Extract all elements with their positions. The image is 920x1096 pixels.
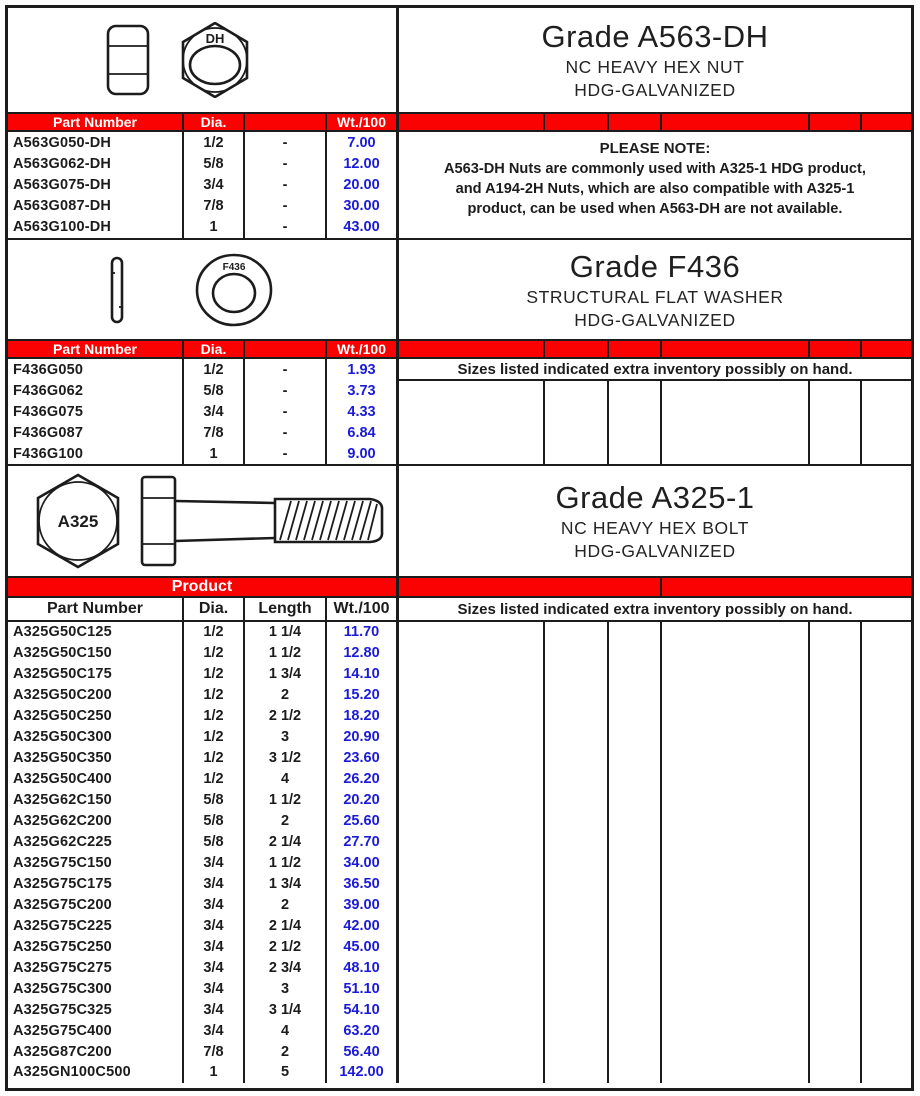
diameter-cell: 7/8 [182, 1041, 243, 1062]
diameter-cell: 3/4 [182, 401, 243, 422]
table-row [8, 832, 396, 853]
col-part-number: Part Number [46, 600, 144, 617]
weight-cell: 39.00 [325, 894, 396, 915]
hex-nut-side-view-icon [106, 24, 150, 96]
diameter-cell: 1/2 [182, 727, 243, 748]
dash-cell: - [243, 422, 325, 443]
band-cell [607, 114, 660, 130]
weight-cell: 48.10 [325, 957, 396, 978]
band-cell [660, 114, 808, 130]
length-cell: 3 1/4 [243, 999, 325, 1020]
table-row [8, 380, 396, 401]
part-number-cell: A563G100-DH [13, 219, 112, 236]
diameter-cell: 3/4 [182, 915, 243, 936]
table-row [8, 622, 396, 643]
diameter-cell: 1/2 [182, 622, 243, 643]
weight-cell: 20.20 [325, 790, 396, 811]
table-row [8, 196, 396, 217]
note-line: and A194-2H Nuts, which are also compatible with A325-1 [455, 181, 855, 197]
col-wt: Wt./100 [325, 598, 396, 620]
a563dh-diagram-area [8, 8, 396, 112]
diameter-cell: 3/4 [182, 936, 243, 957]
col-part-number: Part Number [52, 114, 138, 130]
table-row [8, 811, 396, 832]
bolt-grade-mark: A325 [57, 512, 99, 531]
weight-cell: 26.20 [325, 769, 396, 790]
f436-title-block [399, 240, 911, 339]
part-number-cell: A325G75C225 [13, 917, 112, 934]
length-cell: 2 1/4 [243, 915, 325, 936]
weight-cell: 23.60 [325, 748, 396, 769]
part-number-cell: A325G62C200 [13, 813, 112, 830]
part-number-cell: A325G75C150 [13, 854, 112, 871]
table-row [8, 443, 396, 464]
diameter-cell: 1/2 [182, 132, 243, 153]
grade-subtitle-1: NC HEAVY HEX BOLT [560, 518, 750, 538]
a563dh-table-panel [8, 8, 399, 238]
diameter-cell: 1 [182, 443, 243, 464]
diameter-cell: 1 [182, 217, 243, 238]
dash-cell: - [243, 401, 325, 422]
table-row [8, 132, 396, 153]
band-cell [543, 341, 607, 357]
col-dia: Dia. [182, 341, 243, 357]
diameter-cell: 1/2 [182, 748, 243, 769]
diameter-cell: 3/4 [182, 978, 243, 999]
length-cell: 1 1/4 [243, 622, 325, 643]
part-number-cell: A325G50C300 [13, 729, 112, 746]
a563dh-table-header [8, 112, 396, 132]
diameter-cell: 3/4 [182, 1020, 243, 1041]
part-number-cell: A325G50C350 [13, 750, 112, 767]
weight-cell: 20.00 [325, 174, 396, 195]
table-row [8, 706, 396, 727]
length-cell: 2 1/2 [243, 936, 325, 957]
weight-cell: 43.00 [325, 217, 396, 238]
note-line: A563-DH Nuts are commonly used with A325-1 HDG product, [444, 161, 866, 177]
a325-red-band [399, 576, 911, 598]
part-number-cell: A325G75C250 [13, 938, 112, 955]
washer-grade-mark: F436 [222, 261, 246, 273]
table-row [8, 727, 396, 748]
dash-cell: - [243, 132, 325, 153]
part-number-cell: F436G087 [13, 424, 84, 441]
a325-table-header [8, 598, 396, 622]
table-row [8, 401, 396, 422]
table-row [8, 1020, 396, 1041]
band-cell [860, 341, 911, 357]
length-cell: 2 1/2 [243, 706, 325, 727]
band-cell [808, 114, 860, 130]
table-row [8, 359, 396, 380]
diameter-cell: 5/8 [182, 832, 243, 853]
a325-info-panel [399, 466, 911, 1083]
length-cell: 1 1/2 [243, 643, 325, 664]
a325-table-rows [8, 622, 396, 1083]
weight-cell: 25.60 [325, 811, 396, 832]
band-cell [808, 341, 860, 357]
col-wt: Wt./100 [325, 341, 396, 357]
catalog-frame [5, 5, 914, 1091]
table-row [8, 790, 396, 811]
weight-cell: 11.70 [325, 622, 396, 643]
empty-cell [607, 381, 660, 464]
weight-cell: 34.00 [325, 852, 396, 873]
table-row [8, 174, 396, 195]
table-row [8, 769, 396, 790]
part-number-cell: F436G062 [13, 382, 84, 399]
length-cell: 3 1/2 [243, 748, 325, 769]
band-cell [660, 578, 911, 596]
part-number-cell: A325G50C400 [13, 771, 112, 788]
band-cell [399, 341, 543, 357]
weight-cell: 51.10 [325, 978, 396, 999]
part-number-cell: A325G62C225 [13, 834, 112, 850]
empty-cell [399, 381, 543, 464]
diameter-cell: 5/8 [182, 811, 243, 832]
weight-cell: 12.00 [325, 153, 396, 174]
length-cell: 4 [243, 769, 325, 790]
weight-cell: 36.50 [325, 873, 396, 894]
table-row [8, 873, 396, 894]
diameter-cell: 3/4 [182, 894, 243, 915]
grade-subtitle-1: STRUCTURAL FLAT WASHER [526, 286, 784, 307]
a325-table-panel [8, 466, 399, 1083]
f436-diagram-area [8, 240, 396, 339]
part-number-cell: A325G50C125 [13, 624, 112, 641]
table-row [8, 685, 396, 706]
weight-cell: 18.20 [325, 706, 396, 727]
f436-red-band [399, 339, 911, 359]
band-cell [399, 578, 660, 596]
empty-cell [543, 381, 607, 464]
weight-cell: 1.93 [325, 359, 396, 380]
empty-cell [660, 381, 808, 464]
product-band: Product [8, 576, 396, 598]
col-length: Length [243, 598, 325, 620]
diameter-cell: 3/4 [182, 852, 243, 873]
bolt-side-view-icon [140, 474, 390, 568]
table-row [8, 664, 396, 685]
f436-empty-grid [399, 381, 911, 464]
f436-table-rows [8, 359, 396, 464]
diameter-cell: 7/8 [182, 196, 243, 217]
length-cell: 3 [243, 978, 325, 999]
length-cell: 1 1/2 [243, 790, 325, 811]
note-title: PLEASE NOTE: [599, 140, 711, 157]
diameter-cell: 7/8 [182, 422, 243, 443]
empty-cell [808, 622, 860, 1083]
part-number-cell: F436G075 [13, 403, 84, 420]
f436-info-panel [399, 240, 911, 464]
hex-nut-front-view-icon [176, 22, 254, 98]
part-number-cell: F436G050 [13, 361, 84, 378]
length-cell: 1 3/4 [243, 664, 325, 685]
band-cell [660, 341, 808, 357]
weight-cell: 6.84 [325, 422, 396, 443]
diameter-cell: 3/4 [182, 174, 243, 195]
band-cell [543, 114, 607, 130]
length-cell: 5 [243, 1062, 325, 1083]
a563dh-table-rows [8, 132, 396, 238]
grade-title: Grade A563-DH [541, 19, 769, 54]
band-cell [399, 114, 543, 130]
f436-table-header [8, 339, 396, 359]
dash-cell: - [243, 174, 325, 195]
part-number-cell: A325GN100C500 [13, 1064, 131, 1081]
length-cell: 2 [243, 894, 325, 915]
length-cell: 1 1/2 [243, 852, 325, 873]
length-cell: 4 [243, 1020, 325, 1041]
diameter-cell: 1/2 [182, 359, 243, 380]
part-number-cell: A325G87C200 [13, 1043, 112, 1060]
empty-cell [860, 381, 911, 464]
weight-cell: 27.70 [325, 832, 396, 853]
table-row [8, 422, 396, 443]
part-number-cell: A563G050-DH [13, 134, 112, 151]
col-wt: Wt./100 [325, 114, 396, 130]
part-number-cell: A563G075-DH [13, 177, 112, 193]
section-a563dh-nut [8, 8, 911, 238]
part-number-cell: A325G75C325 [13, 1001, 112, 1018]
dash-cell: - [243, 443, 325, 464]
weight-cell: 14.10 [325, 664, 396, 685]
part-number-cell: A563G087-DH [13, 198, 112, 215]
grade-subtitle-1: NC HEAVY HEX NUT [565, 57, 745, 77]
empty-cell [808, 381, 860, 464]
part-number-cell: A325G75C400 [13, 1022, 112, 1039]
length-cell: 2 [243, 1041, 325, 1062]
table-row [8, 894, 396, 915]
weight-cell: 9.00 [325, 443, 396, 464]
diameter-cell: 5/8 [182, 380, 243, 401]
grade-title: Grade F436 [569, 248, 741, 284]
table-row [8, 153, 396, 174]
table-row [8, 643, 396, 664]
sizes-note: Sizes listed indicated extra inventory possibly on hand. [399, 359, 911, 381]
col-dia: Dia. [182, 114, 243, 130]
washer-front-view-icon [194, 253, 274, 327]
section-f436-washer [8, 238, 911, 464]
length-cell: 2 1/4 [243, 832, 325, 853]
weight-cell: 45.00 [325, 936, 396, 957]
diameter-cell: 5/8 [182, 153, 243, 174]
length-cell: 3 [243, 727, 325, 748]
grade-subtitle-2: HDG-GALVANIZED [574, 80, 736, 100]
dash-cell: - [243, 217, 325, 238]
part-number-cell: A563G062-DH [13, 155, 112, 172]
diameter-cell: 5/8 [182, 790, 243, 811]
length-cell: 2 [243, 685, 325, 706]
diameter-cell: 3/4 [182, 957, 243, 978]
part-number-cell: A325G75C200 [13, 896, 112, 913]
table-row [8, 978, 396, 999]
table-row [8, 936, 396, 957]
col-blank [243, 341, 325, 357]
table-row [8, 217, 396, 238]
a325-diagram-area [8, 466, 396, 576]
diameter-cell: 1/2 [182, 769, 243, 790]
a563dh-title-block [399, 8, 911, 112]
dash-cell: - [243, 196, 325, 217]
weight-cell: 3.73 [325, 380, 396, 401]
a325-title-block [399, 466, 911, 576]
part-number-cell: A325G75C275 [13, 959, 112, 976]
weight-cell: 56.40 [325, 1041, 396, 1062]
f436-table-panel [8, 240, 399, 464]
table-row [8, 957, 396, 978]
table-row [8, 852, 396, 873]
nut-grade-mark: DH [205, 31, 225, 46]
weight-cell: 42.00 [325, 915, 396, 936]
table-row [8, 915, 396, 936]
sizes-note: Sizes listed indicated extra inventory possibly on hand. [399, 598, 911, 622]
weight-cell: 54.10 [325, 999, 396, 1020]
a325-empty-grid [399, 622, 911, 1083]
grade-subtitle-2: HDG-GALVANIZED [574, 541, 736, 561]
section-a325-bolt [8, 464, 911, 1083]
weight-cell: 15.20 [325, 685, 396, 706]
part-number-cell: A325G50C175 [13, 666, 112, 683]
weight-cell: 7.00 [325, 132, 396, 153]
diameter-cell: 1/2 [182, 685, 243, 706]
col-blank [243, 114, 325, 130]
part-number-cell: A325G62C150 [13, 792, 112, 809]
empty-cell [860, 622, 911, 1083]
table-row [8, 1062, 396, 1083]
dash-cell: - [243, 153, 325, 174]
length-cell: 2 3/4 [243, 957, 325, 978]
empty-cell [399, 622, 543, 1083]
col-dia: Dia. [182, 598, 243, 620]
part-number-cell: A325G75C300 [13, 980, 112, 997]
part-number-cell: F436G100 [13, 445, 84, 462]
dash-cell: - [243, 380, 325, 401]
weight-cell: 63.20 [325, 1020, 396, 1041]
length-cell: 1 3/4 [243, 873, 325, 894]
diameter-cell: 1/2 [182, 643, 243, 664]
bolt-head-front-view-icon [32, 473, 124, 569]
empty-cell [543, 622, 607, 1083]
diameter-cell: 3/4 [182, 873, 243, 894]
weight-cell: 142.00 [325, 1062, 396, 1083]
table-row [8, 1041, 396, 1062]
col-part-number: Part Number [52, 341, 138, 357]
a563dh-info-panel [399, 8, 911, 238]
diameter-cell: 1/2 [182, 706, 243, 727]
weight-cell: 30.00 [325, 196, 396, 217]
table-row [8, 999, 396, 1020]
weight-cell: 12.80 [325, 643, 396, 664]
diameter-cell: 1/2 [182, 664, 243, 685]
part-number-cell: A325G75C175 [13, 875, 112, 892]
part-number-cell: A325G50C250 [13, 708, 112, 725]
diameter-cell: 1 [182, 1062, 243, 1083]
grade-subtitle-2: HDG-GALVANIZED [574, 309, 736, 330]
a563dh-red-band [399, 112, 911, 132]
length-cell: 2 [243, 811, 325, 832]
diameter-cell: 3/4 [182, 999, 243, 1020]
empty-cell [660, 622, 808, 1083]
part-number-cell: A325G50C150 [13, 645, 112, 662]
weight-cell: 20.90 [325, 727, 396, 748]
please-note-block [399, 132, 911, 238]
washer-side-view-icon [110, 256, 124, 324]
empty-cell [607, 622, 660, 1083]
weight-cell: 4.33 [325, 401, 396, 422]
band-cell [607, 341, 660, 357]
dash-cell: - [243, 359, 325, 380]
grade-title: Grade A325-1 [555, 480, 755, 515]
note-line: product, can be used when A563-DH are not available. [467, 201, 843, 217]
band-cell [860, 114, 911, 130]
part-number-cell: A325G50C200 [13, 687, 112, 704]
table-row [8, 748, 396, 769]
